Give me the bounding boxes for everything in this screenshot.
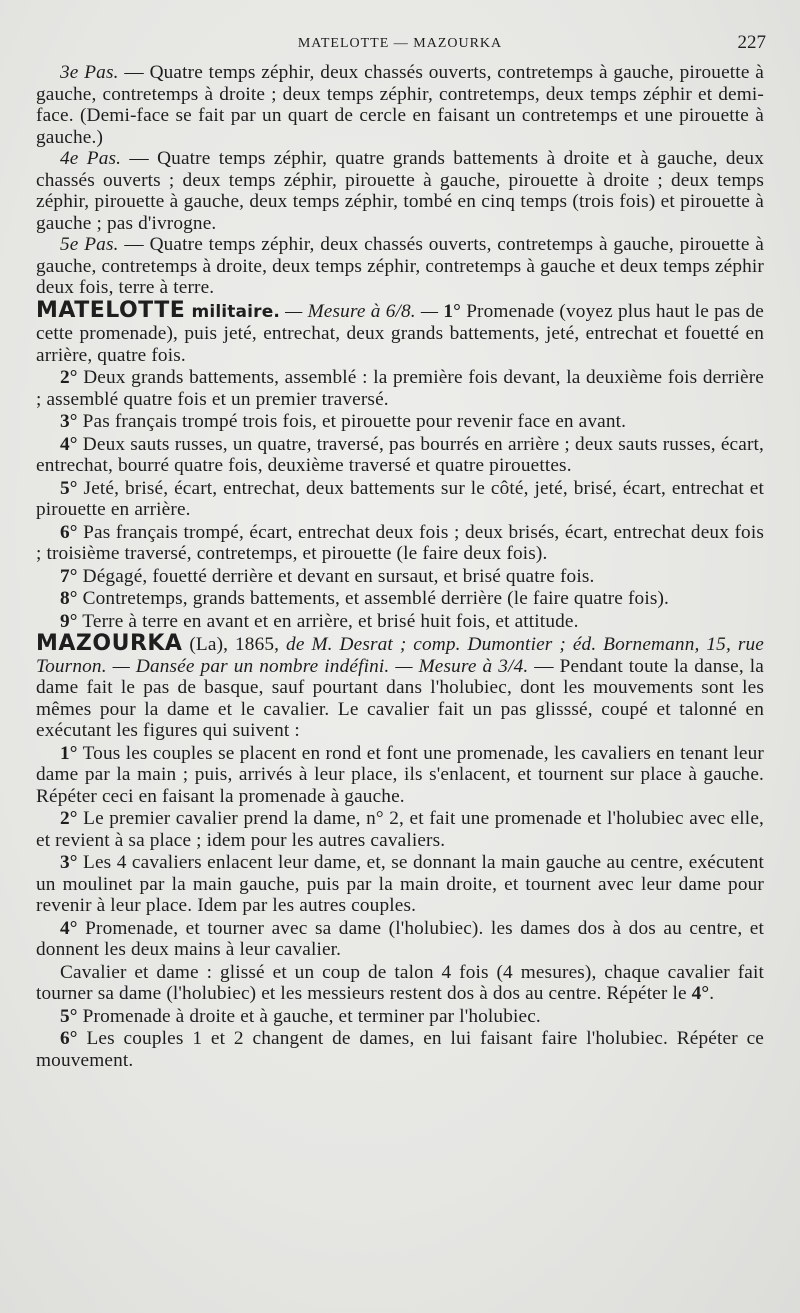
figure-paragraph — [36, 808, 764, 851]
figure-text: Deux sauts russes, un quatre, traversé, pas bourrés en arrière ; deux sauts russes, écart, entrechat, bourré quatre fois, deuxième traversé et quatre pirouettes. — [36, 433, 764, 476]
pas-text: — Quatre temps zéphir, deux chassés ouverts, contretemps à gauche, pirouette à gauche, contretemps à droite, deux temps zéphir, contretemps à gauche et deux temps zéphir deux fois, terre à terre. — [36, 234, 764, 298]
running-header — [36, 30, 764, 60]
pas-label: 4e Pas. — [60, 148, 122, 169]
figure-paragraph — [36, 852, 764, 917]
figure-paragraph — [36, 743, 764, 808]
entry-subtitle: militaire. — [185, 301, 280, 322]
entry-measure: — Mesure à 6/8. — — [279, 300, 444, 322]
matelotte-entry — [36, 297, 764, 633]
figure-number: 1° — [443, 300, 462, 322]
figure-paragraph — [36, 478, 764, 521]
figure-paragraph — [36, 588, 764, 610]
figure-text: Deux grands battements, assemblé : la première fois devant, la deuxième fois derrière ; assemblé quatre fois et un premier traversé. — [36, 367, 764, 410]
figure-number: 4° — [60, 917, 78, 939]
figure-number: 5° — [60, 477, 78, 499]
entry-publication: de M. Desrat ; comp. Dumontier ; éd. Bornemann, 15, rue Tournon. — Dansée par un nombre indéfini. — Mesure à 3/4. — [36, 634, 764, 677]
mazourka-entry — [36, 633, 764, 1071]
note-text: Cavalier et dame : glissé et un coup de talon 4 fois (4 mesures), chaque cavalier fait tourner sa dame (l'holubiec) et les messieurs restent dos à dos au centre. Répéter le — [36, 961, 764, 1004]
figure-number: 3° — [60, 411, 78, 432]
figure-number: 9° — [60, 610, 78, 632]
figure-paragraph — [36, 411, 764, 433]
figure-number: 6° — [60, 1028, 78, 1049]
figure-text: Jeté, brisé, écart, entrechat, deux battements sur le côté, jeté, brisé, écart, entrechat et pirouette en arrière. — [36, 477, 764, 520]
pas-label: 5e Pas. — [60, 234, 119, 255]
entry-title: MATELOTTE — [36, 297, 186, 323]
running-title: MATELOTTE — MAZOURKA — [297, 36, 503, 51]
figure-paragraph — [36, 367, 764, 410]
figure-text: Les 4 cavaliers enlacent leur dame, et, se donnant la main gauche au centre, exécutent un moulinet par la main gauche, puis par la main droite, et tournent avec leur dame pour revenir à leur place. Idem par les autres couples. — [36, 852, 764, 916]
figure-number: 8° — [60, 588, 78, 609]
figure-number: 7° — [60, 565, 78, 587]
figure-text: Promenade à droite et à gauche, et terminer par l'holubiec. — [77, 1005, 541, 1027]
page-number: 227 — [737, 32, 766, 53]
figure-text: Terre à terre en avant et en arrière, et brisé huit fois, et attitude. — [77, 610, 579, 632]
figure-number: 3° — [60, 852, 78, 873]
pas-paragraph-4 — [36, 148, 764, 234]
figure-number: 6° — [60, 521, 78, 543]
note-end: . — [709, 983, 715, 1004]
pas-paragraph-5 — [36, 234, 764, 299]
figure-text: Le premier cavalier prend la dame, n° 2, et fait une promenade et l'holubiec avec elle, et revient à sa place ; idem pour les autres cavaliers. — [36, 808, 764, 851]
figure-number: 1° — [60, 742, 78, 764]
figure-number: 5° — [60, 1005, 78, 1027]
figure-paragraph — [36, 566, 764, 588]
figure-text: Les couples 1 et 2 changent de dames, en lui faisant faire l'holubiec. Répéter ce mouvement. — [36, 1028, 764, 1071]
figure-paragraph — [36, 918, 764, 961]
pas-text: — Quatre temps zéphir, quatre grands battements à droite et à gauche, deux chassés ouverts ; deux temps zéphir, pirouette à gauche, pirouette à droite ; deux temps zéphir, pirouette à gauche, deux temps zéphir, tombé en cinq temps (trois fois) et pirouette à gauche ; pas d'ivrogne. — [36, 148, 764, 234]
figure-text: Pas français trompé trois fois, et pirouette pour revenir face en avant. — [77, 411, 627, 432]
figure-text: Contretemps, grands battements, et assemblé derrière (le faire quatre fois). — [77, 588, 670, 609]
figure-text: Promenade, et tourner avec sa dame (l'holubiec). les dames dos à dos au centre, et donnent les deux mains à leur cavalier. — [36, 917, 764, 960]
cavalier-note — [36, 962, 764, 1005]
figure-paragraph — [36, 522, 764, 565]
entry-intro: (La), 1865, — [182, 634, 287, 655]
pas-section — [36, 62, 764, 299]
figure-text: Dégagé, fouetté derrière et devant en sursaut, et brisé quatre fois. — [77, 565, 595, 587]
figure-text: Pas français trompé, écart, entrechat deux fois ; deux brisés, écart, entrechat deux fois ; troisième traversé, contretemps, et pirouette (le faire deux fois). — [36, 521, 764, 564]
figure-number: 2° — [60, 367, 78, 388]
figure-paragraph — [36, 1028, 764, 1071]
figure-text: Tous les couples se placent en rond et font une promenade, les cavaliers en tenant leur dame par la main ; puis, arrivés à leur place, ils s'enlacent, et tournent sur place à gauche. Répéter ceci en faisant la promenade à gauche. — [36, 742, 764, 807]
pas-label: 3e Pas. — [60, 62, 119, 83]
entry-description: — Pendant toute la danse, la dame fait le pas de basque, sauf pourtant dans l'holubiec, dont les mouvements sont les mêmes pour la dame et le cavalier. Le cavalier fait un pas glisssé, coupé et talonné en exécutant les figures qui suivent : — [36, 655, 764, 741]
pas-text: — Quatre temps zéphir, deux chassés ouverts, contretemps à gauche, pirouette à gauche, contretemps à droite ; deux temps zéphir, contretemps, deux temps zéphir et demi-face. (Demi-face se fait par un quart de cercle en faisant un contretemps et une pirouette à gauche.) — [36, 62, 764, 148]
pas-paragraph-3 — [36, 62, 764, 148]
figure-paragraph — [36, 611, 764, 633]
mazourka-heading — [36, 633, 764, 742]
figure-number: 4° — [60, 433, 78, 455]
figure-text: Promenade (voyez plus haut le pas de cette promenade), puis jeté, entrechat, deux grands battements, jeté, entrechat et fouetté en arrière, quatre fois. — [36, 300, 764, 366]
matelotte-heading — [36, 297, 764, 367]
figure-paragraph — [36, 434, 764, 477]
figure-number: 4° — [691, 983, 710, 1004]
entry-title: MAZOURKA — [36, 631, 183, 656]
figure-number: 2° — [60, 808, 78, 829]
figure-paragraph — [36, 1006, 764, 1028]
